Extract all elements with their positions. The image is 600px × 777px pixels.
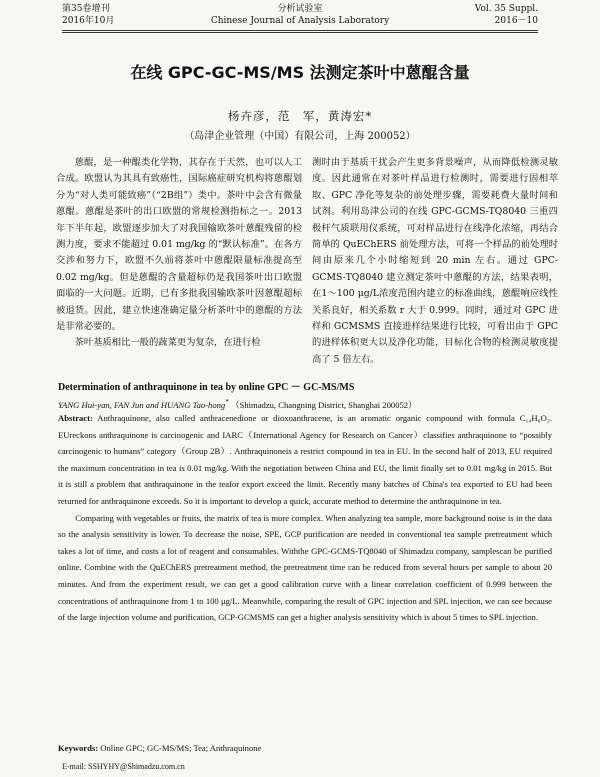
english-affiliation: （Shimadzu, Changning District, Shanghai 200052） <box>230 399 417 410</box>
body-paragraph: 测时由于基质干扰会产生更多背景噪声，从而降低检测灵敏度。因此通常在对茶叶样品进行检测时，需要进行固相萃取、GPC 净化等复杂的前处理步骤，需要耗费大量时间和试剂。利用岛津公司的在线 GPC-GCMS-TQ8040 三重四极杆气质联用仪系统，可对样品进行在线净化浓缩，再结合简单的 QuEChERS 前处理方法，可将一个样品的前处理时间由原来几个小时缩短到 20 min 左右。通过 GPC-GCMS-TQ8040 建立测定茶叶中蒽醌的方法，结果表明，在1～100 μg/L浓度范围内建立的标准曲线，蒽醌响应线性关系良好，相关系数 r 大于 0.999。同时，通过对 GPC 进样和 GCMSMS 直接进样结果进行比较，可看出由于 GPC 的进样体积更大以及净化功能，目标化合物的检测灵敏度提高了 5 倍左右。 <box>312 157 558 365</box>
body-column-left <box>56 155 302 352</box>
corresponding-mark: * <box>225 398 229 406</box>
header-right <box>475 3 538 27</box>
date-en: 2016－10 <box>494 16 538 26</box>
english-keywords <box>58 740 552 757</box>
body-paragraph: 茶叶基质相比一般的蔬菜更为复杂，在进行检 <box>74 337 261 349</box>
paper-authors: 杨卉彦，范 军，黄涛宏* <box>227 109 373 123</box>
abstract-paragraph-1 <box>58 410 552 510</box>
journal-cn: 分析试验室 <box>277 4 323 14</box>
abstract-label: Abstract: <box>58 413 93 423</box>
keywords-label: Keywords: <box>58 743 99 753</box>
paper-affiliation: （岛津企业管理（中国）有限公司，上海 200052） <box>184 131 416 142</box>
header-rule-bottom <box>62 32 538 33</box>
author-email: E-mail: SSHYHY@Shimadzu.com.cn <box>62 762 185 771</box>
volume-cn: 第35卷增刊 <box>62 4 110 14</box>
english-author-names: YANG Hui-yan, FAN Jun and HUANG Tao-hong <box>58 399 226 410</box>
body-paragraph: 蒽醌，是一种醌类化学物，其存在于天然，也可以人工合成。欧盟认为其具有致癌性，国际癌症研究机构将蒽醌划分为“对人类可能致癌”（“2B组”）类中。茶叶中会含有微量蒽醌。蒽醌是茶叶的出口欧盟的常规检测指标之一。2013 年下半年起，欧盟逐步加大了对我国输欧茶叶蒽醌残留的检测力度，要求不能超过 0.01 mg/kg 的“默认标准”。在各方交涉和努力下，欧盟不久前将茶叶中蒽醌限量标准提高至 0.02 mg/kg。但是蒽醌的含量超标仍是我国茶叶出口欧盟面临的一大问题。近期，已有多批我国输欧茶叶因蒽醌超标被退货。因此，建立快速准确定量分析茶叶中的蒽醌的方法是非常必要的。 <box>56 157 302 333</box>
volume-en: Vol. 35 Suppl. <box>474 4 538 14</box>
keywords-text: Online GPC; GC-MS/MS; Tea; Anthraquinone <box>100 743 262 753</box>
header-rule-top <box>62 30 538 31</box>
body-column-right <box>312 155 558 368</box>
running-header <box>62 3 538 33</box>
abstract-text-1: Anthraquinone, also called anthracenedione or dioxoanthracene, is an aromatic organic compound with formula C₁₄H₈O₂. EUreckons anthraquinone is carcinogenic and IARC（International Agency for Research on Cancer）classifies anthraquinone to “possibly carcinogenic to humans” category（Group 2B）. Anthraquinoneis a restrict compound in tea in EU. In the second half of 2013, EU required the maximum concentration in tea is 0.01 mg/kg. With the negotiation between China and EU, the limit finally set to 0.01 mg/kg in 2015. But it is still a problem that anthraquinone in the teafor export exceed the limit. Recently many batches of China's tea exported to EU had been returned for anthraquinone exceeds. So it is important to develop a quick, accurate method to determine the anthraquinone in tea. <box>58 413 552 506</box>
english-abstract <box>58 410 552 626</box>
abstract-paragraph-2: Comparing with vegetables or fruits, the matrix of tea is more complex. When analyzing tea sample, more background noise is in the data so the analysis sensitivity is lower. To decrease the noise, SPE, GCP purification are needed in conventional tea sample pretreatment which takes a lot of time, and costs a lot of reagent and consumables. Withthe GPC-GCMS-TQ8040 of Shimadzu company, samplescan be purified online. Combine with the QuEChERS pretreatment method, the pretreatment time can be reduced from several hours per sample to about 20 minutes. And from the experiment result, we can get a good calibration curve with a linear correlation coefficient of 0.999 between the concentrations of anthraquinone from 1 to 100 μg/L. Meanwhile, comparing the result of GPC injection and SPL injection, we can see because of the large injection volume and purification, GCP-GCMSMS can get a higher analysis sensitivity which is about 5 times to SPL injection. <box>58 512 552 623</box>
header-center <box>62 3 538 27</box>
date-cn: 2016年10月 <box>62 16 115 26</box>
journal-en: Chinese Journal of Analysis Laboratory <box>210 16 390 26</box>
english-title: Determination of anthraquinone in tea by online GPC － GC-MS/MS <box>58 382 355 393</box>
paper-title: 在线 GPC-GC-MS/MS 法测定茶叶中蒽醌含量 <box>130 63 470 82</box>
